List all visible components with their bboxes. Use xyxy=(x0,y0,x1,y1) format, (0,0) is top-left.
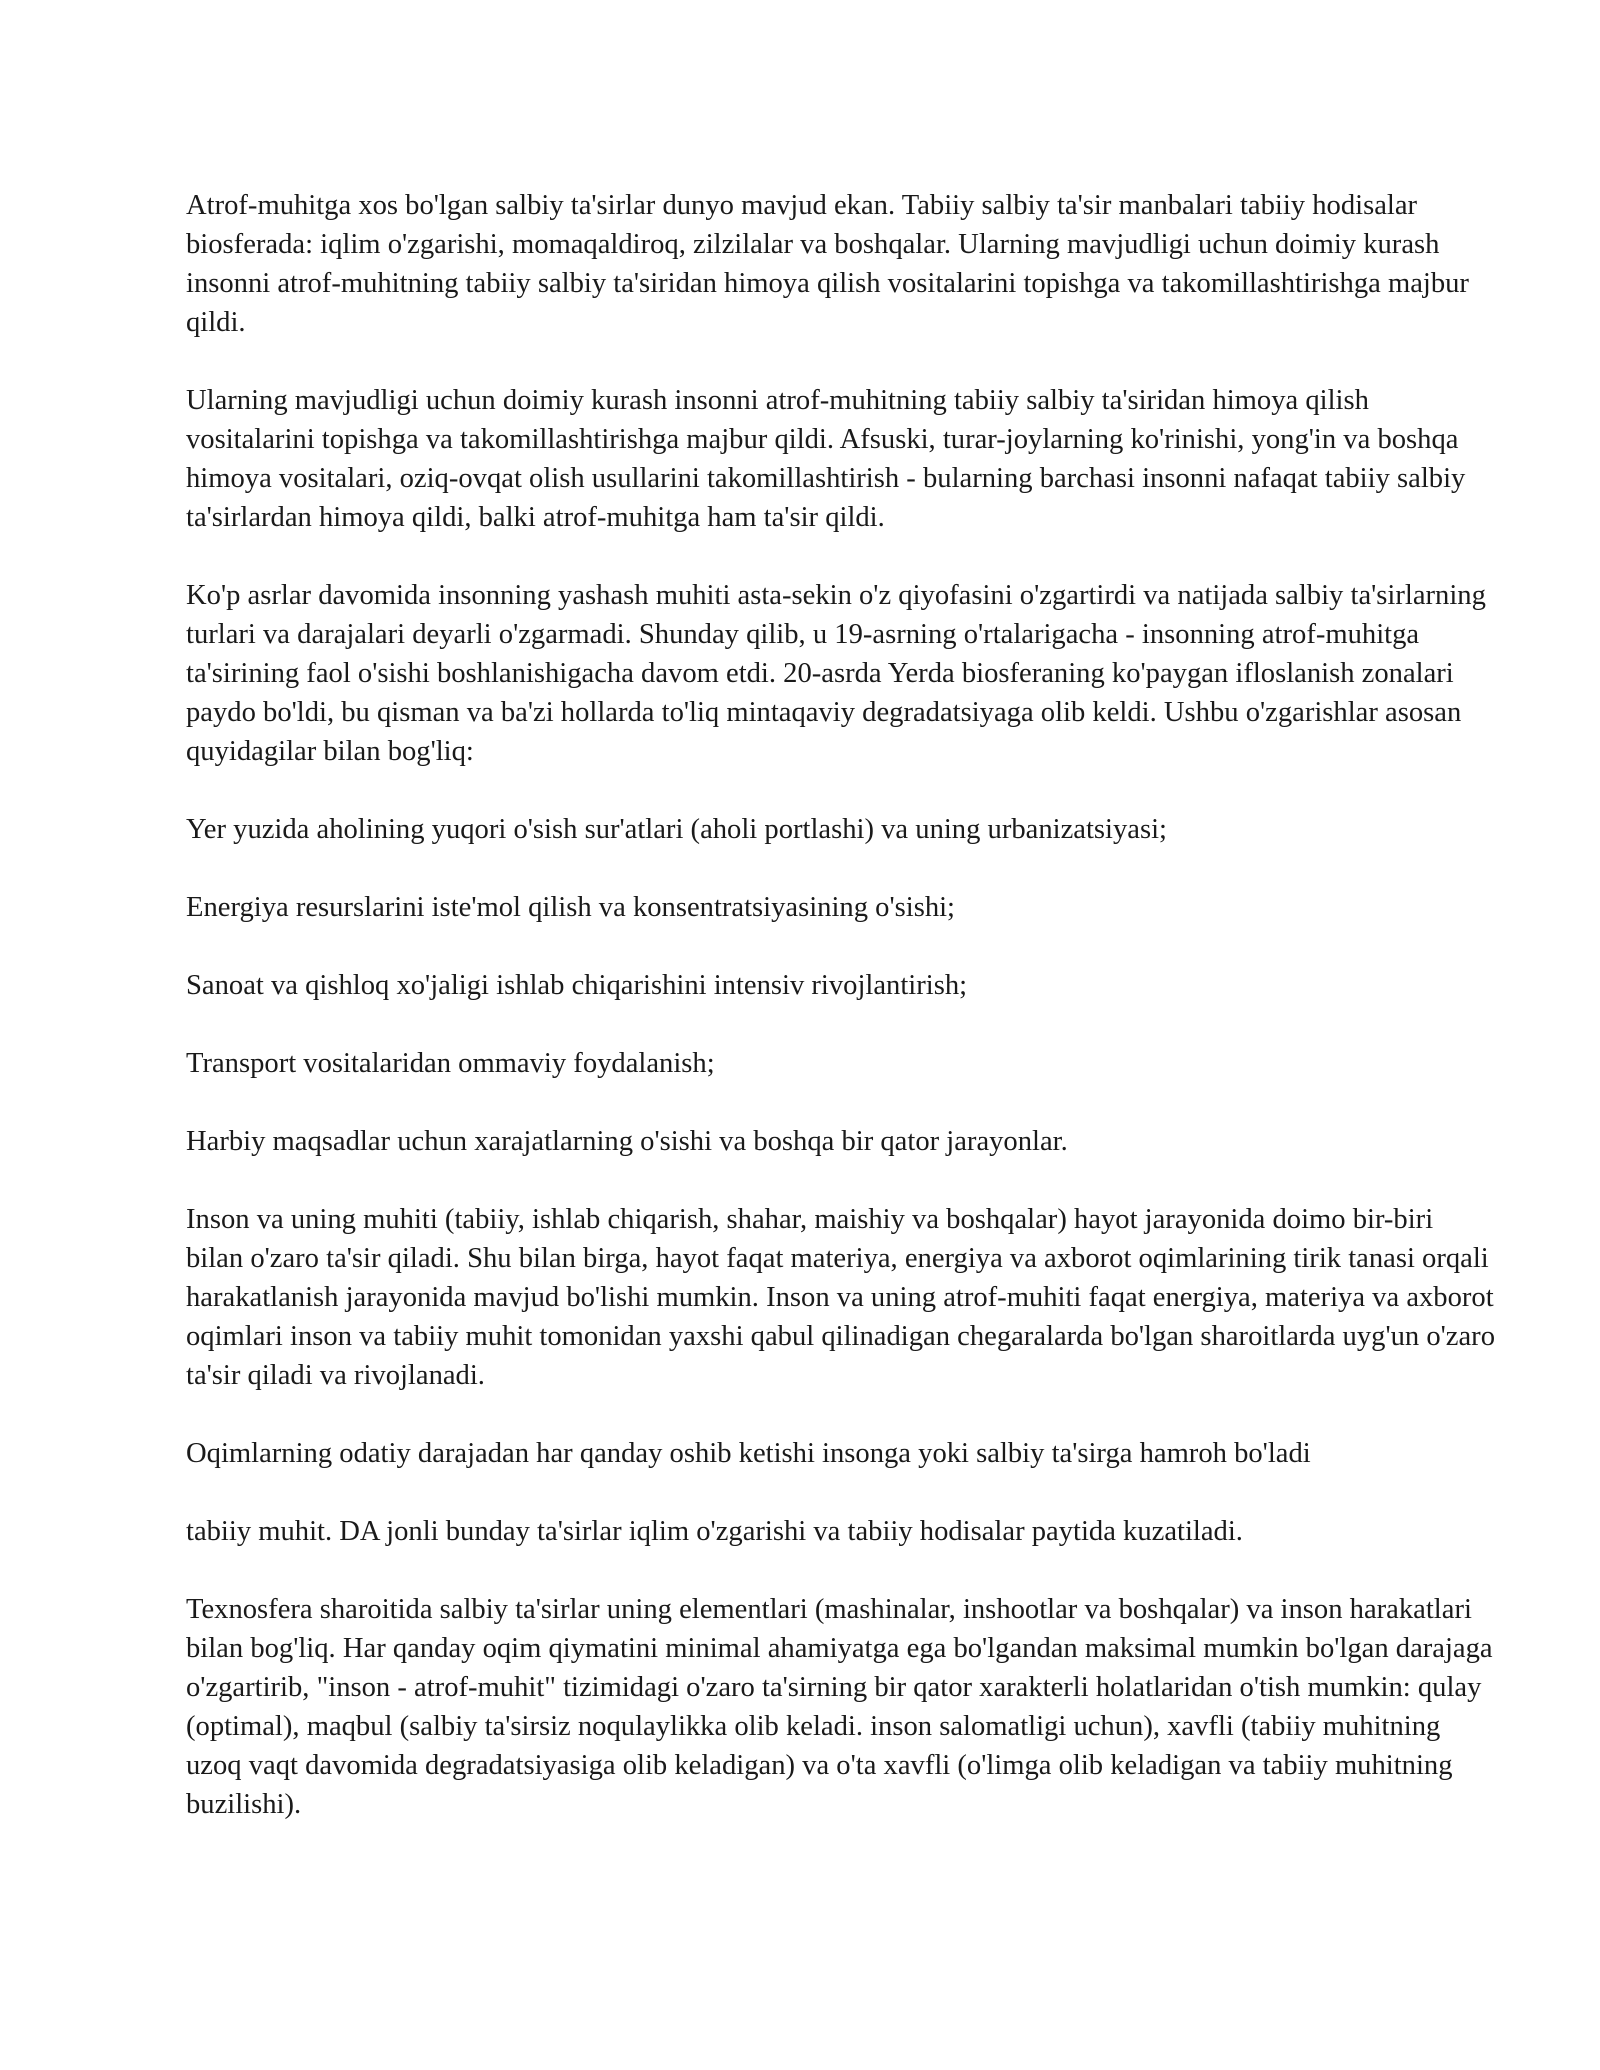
list-item-military: Harbiy maqsadlar uchun xarajatlarning o'sishi va boshqa bir qator jarayonlar. xyxy=(186,1126,1068,1157)
paragraph-struggle: Ularning mavjudligi uchun doimiy kurash insonni atrof-muhitning tabiiy salbiy ta'siridan himoya qilish vositalarini topishga va takomillashtirishga majbur qildi. Afsuski, turar-joylarning ko'rinishi, yong'in va boshqa himoya vositalari, oziq-ovqat olish usullarini takomillashtirish - bularning barchasi insonni nafaqat tabiiy salbiy ta'sirlardan himoya qildi, balki atrof-muhitga ham ta'sir qildi. xyxy=(186,385,1466,533)
list-item-industry: Sanoat va qishloq xo'jaligi ishlab chiqarishini intensiv rivojlantirish; xyxy=(186,970,968,1001)
paragraph-technosphere: Texnosfera sharoitida salbiy ta'sirlar uning elementlari (mashinalar, inshootlar va boshqalar) va inson harakatlari bilan bog'liq. Har qanday oqim qiymatini minimal ahamiyatga ega bo'lgandan maksimal mumkin bo'lgan darajaga o'zgartirib, "inson - atrof-muhit" tizimidagi o'zaro ta'sirning bir qator xarakterli holatlaridan o'tish mumkin: qulay (optimal), maqbul (salbiy ta'sirsiz noqulaylikka olib keladi. inson salomatligi uchun), xavfli (tabiiy muhitning uzoq vaqt davomida degradatsiyasiga olib keladigan) va o'ta xavfli (o'limga olib keladigan va tabiiy muhitning buzilishi). xyxy=(186,1594,1493,1820)
list-item-transport: Transport vositalaridan ommaviy foydalanish; xyxy=(186,1048,715,1079)
document-page xyxy=(186,186,1496,1824)
list-item-energy: Energiya resurslarini iste'mol qilish va konsentratsiyasining o'sishi; xyxy=(186,892,956,923)
paragraph-intro: Atrof-muhitga xos bo'lgan salbiy ta'sirlar dunyo mavjud ekan. Tabiiy salbiy ta'sir manbalari tabiiy hodisalar biosferada: iqlim o'zgarishi, momaqaldiroq, zilzilalar va boshqalar. Ularning mavjudligi uchun doimiy kurash insonni atrof-muhitning tabiiy salbiy ta'siridan himoya qilish vositalarini topishga va takomillashtirishga majbur qildi. xyxy=(186,190,1469,338)
paragraph-history: Ko'p asrlar davomida insonning yashash muhiti asta-sekin o'z qiyofasini o'zgartirdi va natijada salbiy ta'sirlarning turlari va darajalari deyarli o'zgarmadi. Shunday qilib, u 19-asrning o'rtalarigacha - insonning atrof-muhitga ta'sirining faol o'sishi boshlanishigacha davom etdi. 20-asrda Yerda biosferaning ko'paygan ifloslanish zonalari paydo bo'ldi, bu qisman va ba'zi hollarda to'liq mintaqaviy degradatsiyaga olib keldi. Ushbu o'zgarishlar asosan quyidagilar bilan bog'liq: xyxy=(186,580,1486,767)
paragraph-interaction: Inson va uning muhiti (tabiiy, ishlab chiqarish, shahar, maishiy va boshqalar) hayot jarayonida doimo bir-biri bilan o'zaro ta'sir qiladi. Shu bilan birga, hayot faqat materiya, energiya va axborot oqimlarining tirik tanasi orqali harakatlanish jarayonida mavjud bo'lishi mumkin. Inson va uning atrof-muhiti faqat energiya, materiya va axborot oqimlari inson va tabiiy muhit tomonidan yaxshi qabul qilinadigan chegaralarda bo'lgan sharoitlarda uyg'un o'zaro ta'sir qiladi va rivojlanadi. xyxy=(186,1204,1495,1391)
paragraph-natural-environment: tabiiy muhit. DA jonli bunday ta'sirlar iqlim o'zgarishi va tabiiy hodisalar paytida kuzatiladi. xyxy=(186,1516,1243,1547)
paragraph-flows: Oqimlarning odatiy darajadan har qanday oshib ketishi insonga yoki salbiy ta'sirga hamroh bo'ladi xyxy=(186,1438,1311,1469)
list-item-population: Yer yuzida aholining yuqori o'sish sur'atlari (aholi portlashi) va uning urbanizatsiyasi; xyxy=(186,814,1167,845)
